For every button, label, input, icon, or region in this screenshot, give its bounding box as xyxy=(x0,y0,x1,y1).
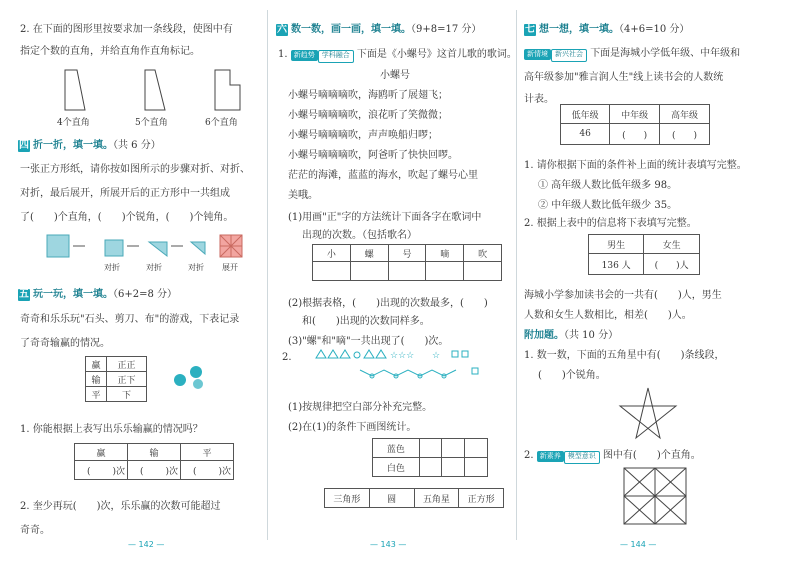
grade-table xyxy=(560,104,710,145)
section-4-number: 四 xyxy=(19,140,29,151)
table-row: ( )次 ( )次 ( )次 xyxy=(75,461,234,480)
section-5-heading xyxy=(18,285,177,301)
grade-value: 46 xyxy=(561,124,610,145)
section-5-title: 玩一玩，填一填。 xyxy=(33,289,113,300)
section-5-points: （6+2=8 分） xyxy=(113,289,178,300)
bonus-points: （共 10 分） xyxy=(564,330,619,341)
q2-sub-1: (1)按规律把空白部分补充完整。 xyxy=(288,402,433,413)
table-row xyxy=(325,489,504,508)
table-row xyxy=(589,235,700,254)
table-row xyxy=(313,262,502,281)
section-7-intro-line2: 高年级参加"雅言润人生"线上读书会的人数统 xyxy=(524,72,724,83)
poem-line: 茫茫的海滩，蓝蓝的海水，吹起了螺号心里 xyxy=(288,170,478,181)
fold-label-4: 展开 xyxy=(222,263,238,272)
pattern-triangle xyxy=(328,350,338,358)
shape-3 xyxy=(215,70,240,110)
char-header: 号 xyxy=(388,245,426,262)
pattern-triangle xyxy=(316,350,326,358)
page-142 xyxy=(0,0,262,566)
shapes-figure xyxy=(55,65,255,120)
question-1: 1. 请你根据下面的条件补上面的统计表填写完整。 xyxy=(524,160,747,171)
wlt-header-lose: 输 xyxy=(128,444,181,461)
gender-header: 男生 xyxy=(589,235,644,254)
svg-text:☆☆☆: ☆☆☆ xyxy=(390,351,415,361)
shape-header: 圆 xyxy=(369,489,414,508)
question-2-number: 2. xyxy=(282,352,292,363)
char-header: 吹 xyxy=(464,245,502,262)
question-2b-line1: 2. 奎少再玩( )次，乐乐赢的次数可能超过 xyxy=(20,501,221,512)
fold-step-3 xyxy=(149,242,167,256)
pattern-wave xyxy=(360,370,456,376)
section-5-line1: 奇奇和乐乐玩"石头、剪刀、布"的游戏，下表记录 xyxy=(20,314,240,325)
wlt-unit: 次 xyxy=(221,466,231,477)
shape-label-1: 4个直角 xyxy=(57,118,90,128)
char-header: 嘀 xyxy=(426,245,464,262)
gender-value: ( )人 xyxy=(644,254,700,275)
gender-value: 136 人 xyxy=(589,254,644,275)
section-4-line2: 对折，最后展开，所展开后的正方形中一共组成 xyxy=(20,188,230,199)
grade-header: 中年级 xyxy=(610,105,660,124)
question-2b-line2: 奇奇。 xyxy=(20,525,50,536)
fold-diagram xyxy=(45,232,255,262)
poem-line: 美哦。 xyxy=(288,190,318,201)
page-number: — 144 — xyxy=(620,540,657,549)
table-row xyxy=(86,387,147,402)
poem-line: 小螺号嘀嘀嘀吹，阿爸听了快快回啰。 xyxy=(288,150,458,161)
table-row xyxy=(313,245,502,262)
section-7-intro-line1: 新情境 新兴社会 下面是海城小学低年级、中年级和 xyxy=(524,44,740,62)
section-7-number: 七 xyxy=(525,24,535,35)
badge-new-society: 新兴社会 xyxy=(551,49,587,62)
char-count-table xyxy=(312,244,502,281)
gender-header: 女生 xyxy=(644,235,700,254)
question-1: 1. 你能根据上表写出乐乐输赢的情况吗？ xyxy=(20,424,203,435)
section-4-line3: 了( )个直角，( )个锐角，( )个钝角。 xyxy=(20,212,234,223)
poem-title: 小螺号 xyxy=(380,70,410,81)
tally-value: 正下 xyxy=(107,372,147,387)
fold-step-1 xyxy=(47,235,69,257)
sub-question-1-line1: (1)用画"正"字的方法统计下面各字在歌词中 xyxy=(288,212,482,223)
bonus-1-line1: 1. 数一数，下面的五角星中有( )条线段， xyxy=(524,350,725,361)
page-divider xyxy=(516,10,517,540)
poem-line: 小螺号嘀嘀嘀吹，声声唤船归啰； xyxy=(288,130,438,141)
condition-1: ① 高年级人数比低年级多 98。 xyxy=(538,180,678,191)
section-7-heading xyxy=(524,20,689,36)
fold-label-1: 对折 xyxy=(104,263,120,272)
wlt-header-win: 赢 xyxy=(75,444,128,461)
section-7-points: （4+6=10 分） xyxy=(619,24,690,35)
color-row-label: 白色 xyxy=(373,458,420,477)
q2-sub-2: (2)在(1)的条件下画图统计。 xyxy=(288,422,417,433)
fold-label-2: 对折 xyxy=(146,263,162,272)
badge-new-trend: 新趋势 xyxy=(291,50,318,61)
bonus-title: 附加题。 xyxy=(524,330,564,341)
shape-header: 五角星 xyxy=(414,489,459,508)
hand-gestures-icon xyxy=(170,362,210,392)
win-loss-table xyxy=(74,443,234,480)
color-table xyxy=(372,438,488,477)
pattern-figure xyxy=(312,348,492,388)
table-row xyxy=(561,124,710,145)
section-4-points: （共 6 分） xyxy=(113,140,161,151)
table-row xyxy=(86,357,147,372)
page-number: — 142 — xyxy=(128,540,165,549)
grade-header: 高年级 xyxy=(660,105,710,124)
section-4-line1: 一张正方形纸，请你按如图所示的步骤对折、对折、 xyxy=(20,164,250,175)
question-2-line2: 人数和女生人数相比，相差( )人。 xyxy=(524,310,692,321)
poem-line: 小螺号嘀嘀嘀吹，海鸥听了展翅飞； xyxy=(288,90,448,101)
grade-value: ( ) xyxy=(660,124,710,145)
shape-1 xyxy=(65,70,85,110)
section-6-heading xyxy=(276,20,481,36)
gender-table xyxy=(588,234,700,275)
pattern-circle xyxy=(354,352,360,358)
section-6-points: （9+8=17 分） xyxy=(411,24,482,35)
pattern-triangle xyxy=(364,350,374,358)
table-row xyxy=(373,439,488,458)
grade-header: 低年级 xyxy=(561,105,610,124)
badge-new-context: 新情境 xyxy=(524,49,551,60)
q2-text-line2: 指定个数的直角，并给直角作直角标记。 xyxy=(20,46,200,57)
section-4-heading xyxy=(18,136,161,152)
bonus-1-line2: ( )个锐角。 xyxy=(538,370,606,381)
sub-question-3: (3)"螺"和"嘀"一共出现了( )次。 xyxy=(288,336,449,347)
section-7-title: 想一想，填一填。 xyxy=(539,24,619,35)
wlt-unit: 次 xyxy=(168,466,178,477)
shape-header: 正方形 xyxy=(459,489,504,508)
sub-question-2-line1: (2)根据表格，( )出现的次数最多，( ) xyxy=(288,298,488,309)
shape-label-3: 6个直角 xyxy=(205,118,238,128)
badge-model-awareness: 模型意识 xyxy=(564,451,600,464)
shape-table xyxy=(324,488,504,508)
condition-2: ② 中年级人数比低年级少 35。 xyxy=(538,200,678,211)
table-row xyxy=(589,254,700,275)
table-row xyxy=(373,458,488,477)
pattern-square xyxy=(452,351,458,357)
table-row xyxy=(75,444,234,461)
pattern-square xyxy=(462,351,468,357)
tally-value: 下 xyxy=(107,387,147,402)
tally-label: 输 xyxy=(86,372,107,387)
section-7-intro-line3: 计表。 xyxy=(524,94,554,105)
sub-question-2-line2: 和( )出现的次数同样多。 xyxy=(302,316,430,327)
pattern-square xyxy=(472,368,478,374)
table-row xyxy=(561,105,710,124)
page-143 xyxy=(272,0,517,566)
badge-subject-fusion: 学科融合 xyxy=(318,50,354,63)
shape-2 xyxy=(145,70,165,110)
tally-value: 正正 xyxy=(107,357,147,372)
pattern-triangle xyxy=(376,350,386,358)
poem-line: 小螺号嘀嘀嘀吹，浪花听了笑微微； xyxy=(288,110,448,121)
pattern-triangle xyxy=(340,350,350,358)
bonus-2-line: 2. 新素养 模型意识 图中有( )个直角。 xyxy=(524,446,701,464)
bonus-heading xyxy=(524,326,618,341)
section-5-line2: 了奇奇输赢的情况。 xyxy=(20,338,110,349)
question-2: 2. 根据上表中的信息将下表填写完整。 xyxy=(524,218,697,229)
question-2-line1: 海城小学参加读书会的一共有( )人，男生 xyxy=(524,290,722,301)
badge-new-literacy: 新素养 xyxy=(537,451,564,462)
tally-table xyxy=(85,356,147,402)
shape-label-2: 5个直角 xyxy=(135,118,168,128)
table-row xyxy=(86,372,147,387)
section-6-number: 六 xyxy=(277,24,287,35)
question-1-intro: 1. 新趋势 学科融合 下面是《小螺号》这首儿歌的歌词。 xyxy=(278,45,517,63)
question-1-text: 下面是《小螺号》这首儿歌的歌词。 xyxy=(356,49,517,60)
color-row-label: 蓝色 xyxy=(373,439,420,458)
page-144 xyxy=(520,0,792,566)
tally-label: 平 xyxy=(86,387,107,402)
fold-label-3: 对折 xyxy=(188,263,204,272)
star-figure xyxy=(616,386,680,442)
page-number: — 143 — xyxy=(370,540,407,549)
section-6-title: 数一数，画一画，填一填。 xyxy=(291,24,411,35)
tally-label: 赢 xyxy=(86,357,107,372)
char-header: 小 xyxy=(313,245,351,262)
star-shape xyxy=(620,388,676,438)
char-header: 螺 xyxy=(350,245,388,262)
wlt-unit: 次 xyxy=(115,466,125,477)
section-5-number: 五 xyxy=(19,289,29,300)
grade-value: ( ) xyxy=(610,124,660,145)
square-grid-figure xyxy=(620,464,690,528)
fold-step-4 xyxy=(191,242,205,254)
section-4-title: 折一折，填一填。 xyxy=(33,140,113,151)
page-divider xyxy=(267,10,268,540)
bonus-2-text: 图中有( )个直角。 xyxy=(602,450,701,461)
sub-question-1-line2: 出现的次数。（包括歌名） xyxy=(302,230,417,241)
shape-header: 三角形 xyxy=(325,489,370,508)
wlt-header-tie: 平 xyxy=(181,444,234,461)
q2-text-line1: 2. 在下面的图形里按要求加一条线段，使图中有 xyxy=(20,24,233,35)
fold-step-2 xyxy=(105,240,123,256)
svg-text:☆: ☆ xyxy=(432,351,441,361)
